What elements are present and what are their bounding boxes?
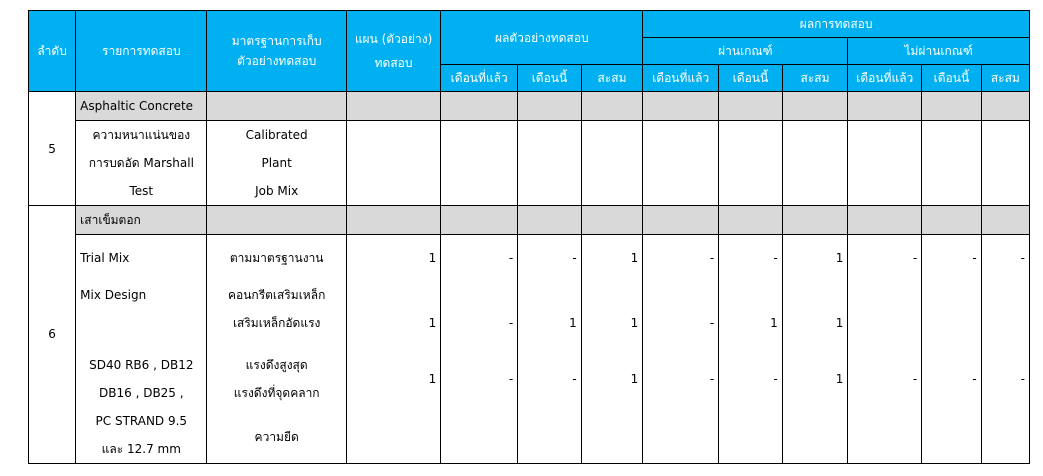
item-cell (76, 235, 207, 281)
value-cell: - (922, 235, 981, 281)
value-cell: 1 (782, 337, 848, 464)
value-cell: - (719, 337, 783, 464)
standard-line: ความยืด (254, 429, 299, 444)
header-fail-cumulative: สะสม (981, 65, 1029, 92)
header-no: ลำดับ (29, 11, 76, 92)
header-samples-cumulative: สะสม (581, 65, 643, 92)
header-fail-last-month: เดือนที่แล้ว (848, 65, 922, 92)
item-line: Test (129, 184, 154, 198)
header-fail-this-month: เดือนนี้ (922, 65, 981, 92)
standard-line: คอนกรีตเสริมเหล็ก (227, 287, 326, 302)
section-title: Asphaltic Concrete (76, 92, 207, 121)
header-samples-this-month: เดือนนี้ (518, 65, 582, 92)
value-cell: - (518, 337, 582, 464)
value-cell (922, 281, 981, 337)
value-cell (848, 281, 922, 337)
header-results: ผลการทดสอบ (643, 11, 1030, 38)
test-results-table-container (28, 10, 1030, 464)
standard-line: Plant (261, 156, 292, 170)
section-title: เสาเข็มตอก (76, 206, 207, 235)
standard-cell (207, 121, 346, 206)
value-cell: 1 (346, 235, 440, 281)
standard-cell (207, 337, 346, 464)
value-cell: - (441, 337, 518, 464)
table-row (29, 281, 1030, 337)
standard-line: Calibrated (245, 128, 308, 142)
table-row (29, 337, 1030, 464)
value-cell: - (719, 235, 783, 281)
item-line: PC STRAND 9.5 (95, 413, 188, 428)
value-cell: 1 (581, 235, 643, 281)
standard-line: แรงดึงที่จุดคลาก (233, 385, 320, 400)
standard-cell (207, 281, 346, 337)
item-line: และ 12.7 mm (101, 441, 181, 456)
item-line: DB16 , DB25 , (99, 385, 184, 400)
value-cell: - (643, 235, 719, 281)
standard-line: Job Mix (255, 184, 299, 198)
value-cell: - (922, 337, 981, 464)
header-pass-last-month: เดือนที่แล้ว (643, 65, 719, 92)
section-no: 5 (29, 92, 76, 206)
standard-cell (207, 235, 346, 281)
value-cell: - (441, 281, 518, 337)
table-row (29, 92, 1030, 121)
item-line: SD40 RB6 , DB12 (89, 357, 194, 372)
header-samples: ผลตัวอย่างทดสอบ (441, 11, 643, 65)
value-cell: - (981, 337, 1029, 464)
value-cell (981, 281, 1029, 337)
value-cell: 1 (782, 235, 848, 281)
value-cell: - (518, 235, 582, 281)
value-cell: 1 (518, 281, 582, 337)
value-cell: 1 (581, 281, 643, 337)
value-cell: - (643, 337, 719, 464)
item-line: การบดอัด Marshall (88, 156, 194, 170)
standard-line: ตามมาตรฐานงาน (229, 250, 324, 265)
value-cell: 1 (782, 281, 848, 337)
item-cell (76, 121, 207, 206)
header-pass: ผ่านเกณฑ์ (643, 38, 848, 65)
test-results-table (28, 10, 1030, 464)
value-cell: 1 (581, 337, 643, 464)
value-cell: - (441, 235, 518, 281)
header-plan: แผน (ตัวอย่าง) ทดสอบ (346, 11, 440, 92)
table-row (29, 121, 1030, 206)
value-cell: - (643, 281, 719, 337)
header-samples-last-month: เดือนที่แล้ว (441, 65, 518, 92)
item-line: Trial Mix (80, 250, 130, 265)
header-pass-this-month: เดือนนี้ (719, 65, 783, 92)
section-no: 6 (29, 206, 76, 464)
item-line: Mix Design (80, 287, 147, 302)
item-cell (76, 281, 207, 337)
header-standard: มาตรฐานการเก็บตัวอย่างทดสอบ (207, 11, 346, 92)
value-cell: - (848, 337, 922, 464)
item-cell (76, 337, 207, 464)
table-row (29, 235, 1030, 281)
header-fail: ไม่ผ่านเกณฑ์ (848, 38, 1030, 65)
value-cell: - (848, 235, 922, 281)
standard-line: เสริมเหล็กอัดแรง (232, 315, 321, 330)
header-pass-cumulative: สะสม (782, 65, 848, 92)
standard-line: แรงดึงสูงสุด (245, 357, 308, 372)
value-cell: 1 (719, 281, 783, 337)
item-line: ความหนาแน่นของ (92, 128, 191, 142)
header-item: รายการทดสอบ (76, 11, 207, 92)
value-cell: - (981, 235, 1029, 281)
table-row (29, 206, 1030, 235)
value-cell: 1 (346, 337, 440, 464)
value-cell: 1 (346, 281, 440, 337)
